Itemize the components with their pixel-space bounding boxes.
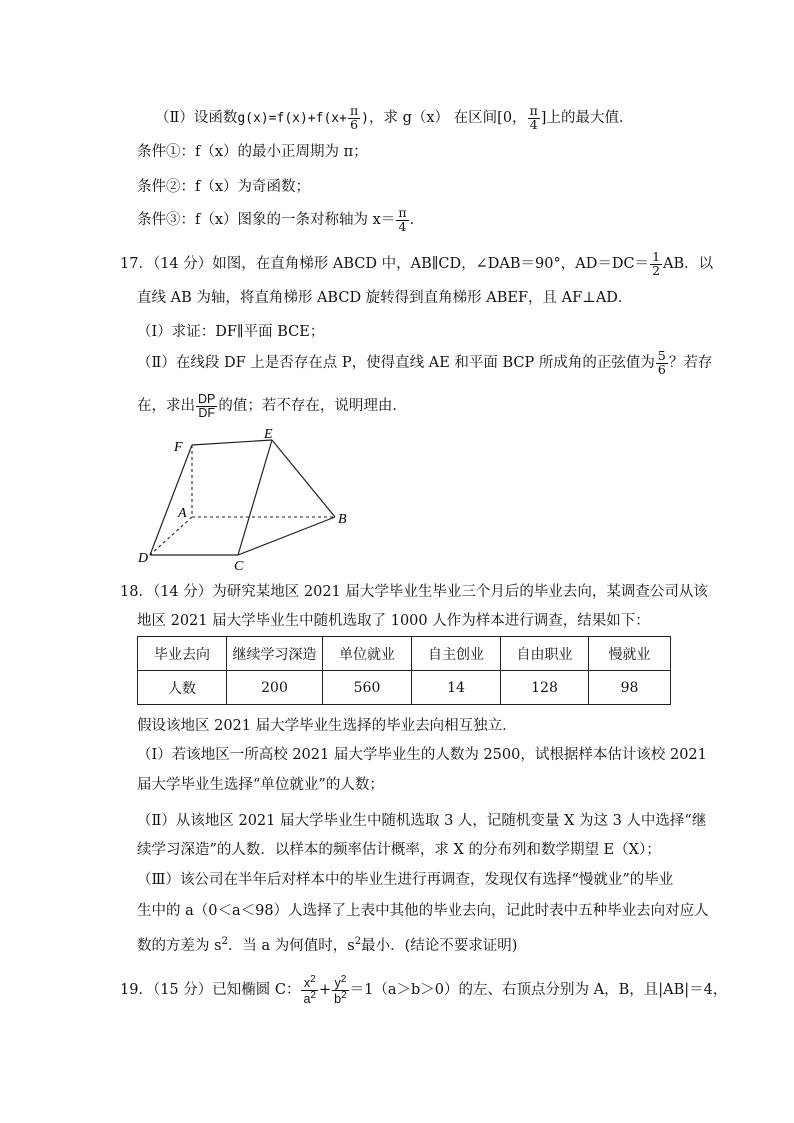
q16-part2-label: （Ⅱ）设函数 [155,110,238,126]
label-C: C [234,559,244,574]
table-cell: 单位就业 [323,637,412,671]
label-A: A [178,506,187,521]
q18-part-3-a: （Ⅲ）该公司在半年后对样本中的毕业生进行再调查，发现仅有选择“慢就业”的毕业 [137,872,674,888]
edge-FD [150,445,192,555]
q16-g-expression: g(x)=f(x)+f(x+ [237,111,347,126]
q19-heading: 19．（15 分）已知椭圆 C： $\frac{x^2}{a^2}$ + $\frac{y^2}{b^2}$ ＝1（a＞b＞0）的左、右顶点分别为 A，B，且|AB|＝4， [120,973,728,1006]
q16-condition-2: 条件②：f（x）为奇函数； [137,179,311,195]
edge-CB [238,517,335,555]
q18-part-3-c: 数的方差为 $s^2$．当 a 为何值时，$s^2$最小．(结论不要求证明) [137,936,518,954]
q16-condition-3: 条件③：f（x）图象的一条对称轴为 x＝ $\frac{\pi}{4}$ ． [137,205,425,234]
q19-x2-over-a2: $\frac{x^2}{a^2}$ [303,973,316,1006]
q18-part-1-a: （Ⅰ）若该地区一所高校 2021 届大学毕业生的人数为 2500，试根据样本估计该校 2021 [137,747,707,763]
q16-pi-over-6: $\frac{\pi}{6}$ [349,103,359,132]
label-F: F [174,440,183,455]
q17-heading: 17．（14 分）如图，在直角梯形 ABCD 中，AB∥CD，∠DAB＝90°，AD＝DC＝ $\frac{1}{2}$ AB．以 [120,249,714,278]
table-cell: 128 [501,671,589,705]
q16-pi-over-4-axis: $\frac{\pi}{4}$ [398,205,407,234]
q19-y2-over-b2: $\frac{y^2}{b^2}$ [334,973,347,1006]
table-cell: 自由职业 [501,637,589,671]
edge-FE [192,440,272,445]
q18-part-2-b: 续学习深造”的人数．以样本的频率估计概率，求 X 的分布列和数学期望 E（X）； [137,842,661,858]
table-cell: 200 [227,671,323,705]
table-cell: 自主创业 [412,637,501,671]
q16-pi-over-4: $\frac{\pi}{4}$ [529,103,538,132]
label-D: D [138,551,149,566]
table-cell: 人数 [138,671,227,705]
table-cell: 继续学习深造 [227,637,323,671]
label-B: B [338,512,347,527]
edge-EB [272,440,335,517]
q17-line-5: 在，求出 $\frac{DP}{DF}$ 的值；若不存在，说明理由． [137,392,407,420]
q17-half: $\frac{1}{2}$ [652,249,661,278]
q17-five-sixths: $\frac{5}{6}$ [657,348,666,377]
table-cell: 慢就业 [589,637,671,671]
table-cell: 560 [323,671,412,705]
table-row [138,671,671,705]
table-cell: 14 [412,671,501,705]
q16-part2: （Ⅱ）设函数g(x)=f(x)+f(x+ $\frac{\pi}{6}$ )，求 g（x） 在区间[0， $\frac{\pi}{4}$ ]上的最大值． [155,103,634,132]
q16-condition-1: 条件①：f（x）的最小正周期为 π； [137,144,368,160]
table-header-row [138,637,671,671]
q17-part-2: （Ⅱ）在线段 DF 上是否存在点 P，使得直线 AE 和平面 BCP 所成角的正弦值为 $\frac{5}{6}$ ？若存 [137,348,713,377]
trapezoid-solid-figure [130,425,360,575]
graduate-destination-table [137,636,671,705]
table-cell: 98 [589,671,671,705]
edge-EC [238,440,272,555]
q17-dp-over-df: $\frac{DP}{DF}$ [198,392,216,420]
edge-AD-hidden [150,517,192,555]
table-cell: 毕业去向 [138,637,227,671]
label-E: E [264,427,273,442]
q18-part-3-b: 生中的 a（0＜a＜98）人选择了上表中其他的毕业去向，记此时表中五种毕业去向对应人 [137,903,709,919]
q18-line-1: 18．（14 分）为研究某地区 2021 届大学毕业生毕业三个月后的毕业去向，某调查公司从该 [120,584,708,600]
q18-part-2-a: （Ⅱ）从该地区 2021 届大学毕业生中随机选取 3 人，记随机变量 X 为这 3 人中选择“继 [137,813,707,829]
q18-assumption: 假设该地区 2021 届大学毕业生选择的毕业去向相互独立． [137,718,517,734]
q18-line-2: 地区 2021 届大学毕业生中随机选取了 1000 人作为样本进行调查，结果如下： [137,613,650,629]
q18-part-1-b: 届大学毕业生选择“单位就业”的人数； [137,777,384,793]
q17-part-1: （Ⅰ）求证：DF∥平面 BCE； [137,324,325,340]
q17-line-2: 直线 AB 为轴，将直角梯形 ABCD 旋转得到直角梯形 ABEF，且 AF⊥AD． [137,290,633,306]
